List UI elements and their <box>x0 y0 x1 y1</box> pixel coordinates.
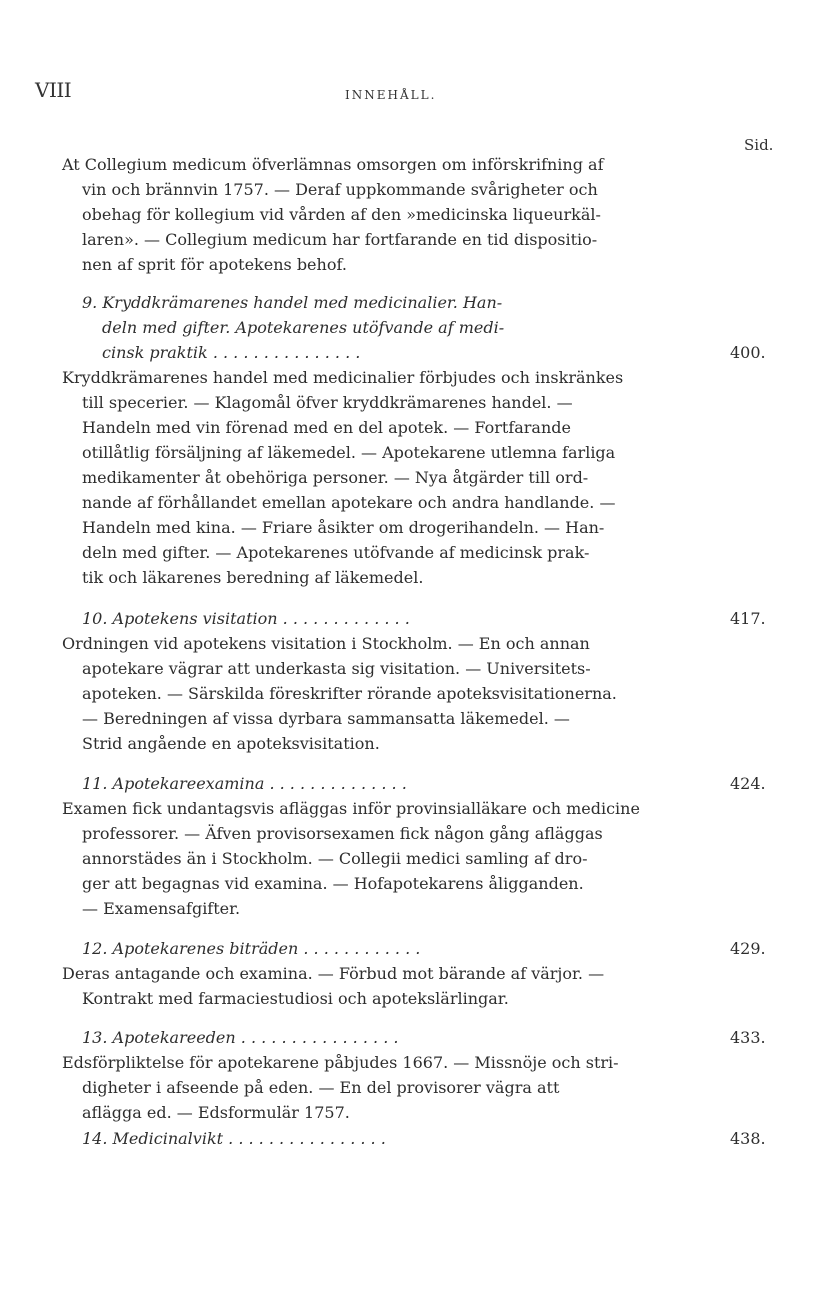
toc-entry-heading: 12. Apotekarenes biträden . . . . . . . . . . . . <box>82 939 421 958</box>
toc-summary-line: apoteken. — Särskilda föreskrifter rörande apoteksvisitationerna. <box>82 684 617 703</box>
page-number: VIII <box>35 78 72 102</box>
toc-summary-line: deln med gifter. — Apotekarenes utöfvande af medicinsk prak- <box>82 543 590 562</box>
toc-summary-line: Kryddkrämarenes handel med medicinalier förbjudes och inskränkes <box>62 368 624 387</box>
toc-summary-line: obehag för kollegium vid vården af den »medicinska liqueurkäl- <box>82 205 601 224</box>
toc-entry-heading: 14. Medicinalvikt . . . . . . . . . . . . . . . . <box>82 1129 386 1148</box>
toc-summary-line: — Beredningen af vissa dyrbara sammansatta läkemedel. — <box>82 709 570 728</box>
toc-summary-line: Handeln med kina. — Friare åsikter om drogerihandeln. — Han- <box>82 518 605 537</box>
sid-label: Sid. <box>744 136 774 154</box>
toc-summary-line: Examen fick undantagsvis afläggas inför provinsialläkare och medicine <box>62 799 640 818</box>
toc-entry-heading: 11. Apotekareexamina . . . . . . . . . . . . . . <box>82 774 407 793</box>
toc-summary-line: Handeln med vin förenad med en del apotek. — Fortfarande <box>82 418 571 437</box>
toc-summary-line: ger att begagnas vid examina. — Hofapotekarens åligganden. <box>82 874 584 893</box>
toc-summary-line: Strid angående en apoteksvisitation. <box>82 734 380 753</box>
toc-entry-heading: cinsk praktik . . . . . . . . . . . . . . . <box>102 343 361 362</box>
toc-summary-line: digheter i afseende på eden. — En del provisorer vägra att <box>82 1078 560 1097</box>
toc-summary-line: tik och läkarenes beredning af läkemedel. <box>82 568 424 587</box>
toc-summary-line: apotekare vägrar att underkasta sig visitation. — Universitets- <box>82 659 591 678</box>
toc-summary-line: nen af sprit för apotekens behof. <box>82 255 347 274</box>
toc-entry-heading: 13. Apotekareeden . . . . . . . . . . . . . . . . <box>82 1028 399 1047</box>
toc-summary-line: — Examensafgifter. <box>82 899 241 918</box>
toc-summary-line: Deras antagande och examina. — Förbud mot bärande af värjor. — <box>62 964 605 983</box>
toc-page-number: 438. <box>730 1129 766 1148</box>
toc-summary-line: medikamenter åt obehöriga personer. — Nya åtgärder till ord- <box>82 468 589 487</box>
toc-summary-line: Edsförpliktelse för apotekarene påbjudes 1667. — Missnöje och stri- <box>62 1053 619 1072</box>
toc-entry-heading: deln med gifter. Apotekarenes utöfvande af medi- <box>102 318 505 337</box>
toc-page-number: 417. <box>730 609 766 628</box>
toc-summary-line: annorstädes än i Stockholm. — Collegii medici samling af dro- <box>82 849 588 868</box>
toc-summary-line: At Collegium medicum öfverlämnas omsorgen om införskrifning af <box>62 155 604 174</box>
toc-page-number: 400. <box>730 343 766 362</box>
toc-page-number: 433. <box>730 1028 766 1047</box>
toc-summary-line: Ordningen vid apotekens visitation i Stockholm. — En och annan <box>62 634 590 653</box>
toc-entry-heading: 10. Apotekens visitation . . . . . . . . . . . . . <box>82 609 410 628</box>
toc-summary-line: aflägga ed. — Edsformulär 1757. <box>82 1103 350 1122</box>
running-head: INNEHÅLL. <box>345 88 437 102</box>
toc-summary-line: vin och brännvin 1757. — Deraf uppkommande svårigheter och <box>82 180 598 199</box>
toc-summary-line: laren». — Collegium medicum har fortfarande en tid dispositio- <box>82 230 598 249</box>
toc-summary-line: otillåtlig försäljning af läkemedel. — Apotekarene utlemna farliga <box>82 443 616 462</box>
toc-summary-line: till specerier. — Klagomål öfver kryddkrämarenes handel. — <box>82 393 573 412</box>
toc-summary-line: Kontrakt med farmaciestudiosi och apotekslärlingar. <box>82 989 509 1008</box>
toc-summary-line: nande af förhållandet emellan apotekare och andra handlande. — <box>82 493 616 512</box>
toc-page-number: 424. <box>730 774 766 793</box>
toc-entry-heading: 9. Kryddkrämarenes handel med medicinalier. Han- <box>82 293 503 312</box>
toc-summary-line: professorer. — Äfven provisorsexamen fick någon gång afläggas <box>82 824 603 843</box>
toc-page-number: 429. <box>730 939 766 958</box>
